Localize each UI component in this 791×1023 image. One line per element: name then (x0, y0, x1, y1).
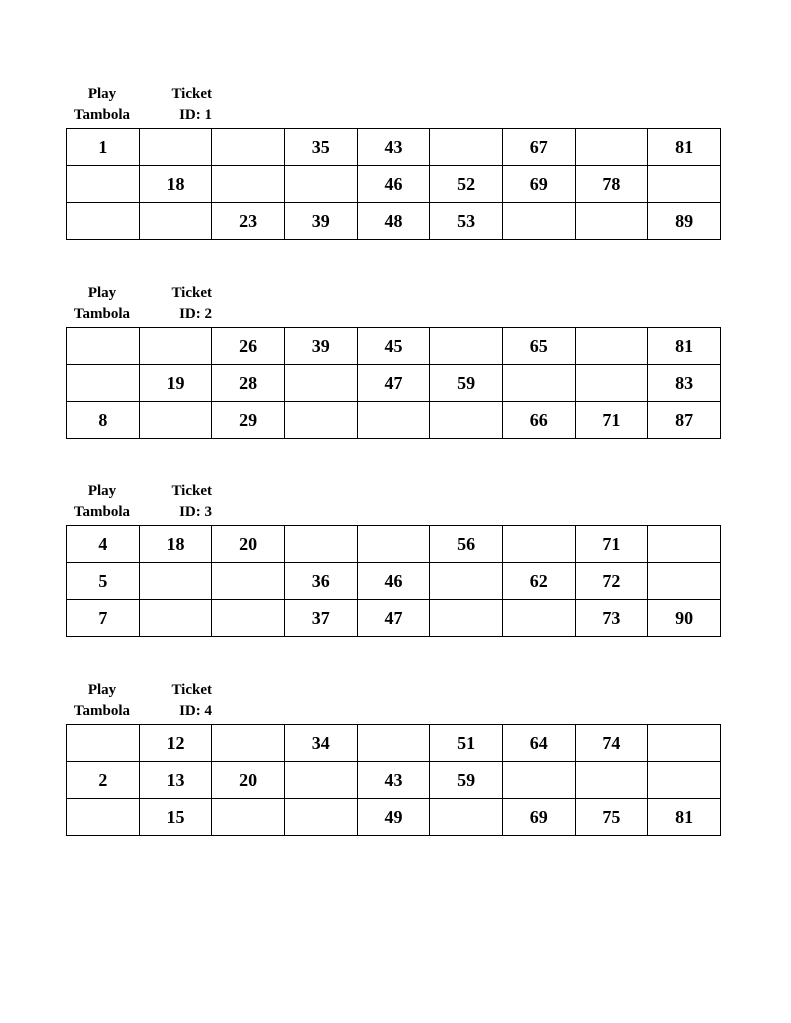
ticket-cell (67, 799, 140, 836)
ticket-cell (139, 600, 212, 637)
ticket-grid (66, 128, 721, 240)
ticket-cell: 81 (648, 799, 721, 836)
ticket-id-label (160, 481, 212, 523)
ticket-grid (66, 724, 721, 836)
ticket-header (66, 481, 721, 525)
ticket-row (67, 799, 721, 836)
ticket-cell (67, 725, 140, 762)
ticket-cell (212, 129, 285, 166)
ticket-cell: 69 (502, 166, 575, 203)
ticket-cell (284, 166, 357, 203)
ticket-cell: 87 (648, 402, 721, 439)
ticket-cell (430, 799, 503, 836)
ticket-cell (430, 402, 503, 439)
ticket-cell: 45 (357, 328, 430, 365)
ticket-cell: 5 (67, 563, 140, 600)
ticket-cell (139, 129, 212, 166)
ticket-header (66, 84, 721, 128)
play-text: Play (87, 483, 117, 499)
ticket-cell (502, 526, 575, 563)
ticket-row (67, 600, 721, 637)
ticket-cell: 26 (212, 328, 285, 365)
ticket-cell (67, 365, 140, 402)
ticket-cell (502, 600, 575, 637)
tambola-text: Tambola (73, 306, 131, 322)
ticket-cell (357, 402, 430, 439)
ticket-cell: 81 (648, 328, 721, 365)
ticket-cell (648, 563, 721, 600)
ticket-cell (648, 762, 721, 799)
play-text: Play (87, 86, 117, 102)
ticket-cell (139, 203, 212, 240)
ticket-text: Ticket (171, 285, 212, 301)
ticket-cell: 51 (430, 725, 503, 762)
ticket-text: Ticket (171, 682, 212, 698)
ticket-cell: 46 (357, 563, 430, 600)
ticket-cell: 52 (430, 166, 503, 203)
ticket-cell: 1 (67, 129, 140, 166)
ticket-2 (66, 283, 721, 439)
play-text: Play (87, 285, 117, 301)
ticket-cell (212, 725, 285, 762)
ticket-cell: 73 (575, 600, 648, 637)
ticket-cell (430, 600, 503, 637)
ticket-cell: 4 (67, 526, 140, 563)
ticket-cell (212, 600, 285, 637)
ticket-cell: 19 (139, 365, 212, 402)
ticket-cell: 59 (430, 365, 503, 402)
ticket-cell: 43 (357, 762, 430, 799)
ticket-cell (284, 402, 357, 439)
ticket-cell (284, 365, 357, 402)
ticket-cell (139, 563, 212, 600)
ticket-id-label (160, 84, 212, 126)
ticket-cell: 12 (139, 725, 212, 762)
ticket-cell (357, 526, 430, 563)
ticket-cell: 47 (357, 365, 430, 402)
ticket-cell: 66 (502, 402, 575, 439)
ticket-cell (284, 526, 357, 563)
ticket-id-label (160, 283, 212, 325)
ticket-row (67, 725, 721, 762)
play-text: Play (87, 682, 117, 698)
ticket-id: ID: 3 (179, 504, 212, 520)
ticket-cell: 62 (502, 563, 575, 600)
ticket-1 (66, 84, 721, 240)
tambola-text: Tambola (73, 504, 131, 520)
ticket-cell: 64 (502, 725, 575, 762)
play-tambola-label (66, 680, 138, 722)
ticket-cell: 56 (430, 526, 503, 563)
ticket-cell (357, 725, 430, 762)
ticket-row (67, 203, 721, 240)
ticket-cell: 46 (357, 166, 430, 203)
ticket-cell: 7 (67, 600, 140, 637)
ticket-row (67, 129, 721, 166)
ticket-id-label (160, 680, 212, 722)
ticket-id: ID: 1 (179, 107, 212, 123)
ticket-cell (139, 402, 212, 439)
ticket-cell (575, 365, 648, 402)
ticket-id: ID: 2 (179, 306, 212, 322)
ticket-cell (139, 328, 212, 365)
ticket-cell: 34 (284, 725, 357, 762)
ticket-cell: 20 (212, 526, 285, 563)
ticket-cell: 29 (212, 402, 285, 439)
ticket-cell (430, 563, 503, 600)
ticket-header (66, 283, 721, 327)
tambola-text: Tambola (73, 107, 131, 123)
ticket-cell: 49 (357, 799, 430, 836)
ticket-cell (67, 166, 140, 203)
ticket-cell: 78 (575, 166, 648, 203)
ticket-cell: 36 (284, 563, 357, 600)
ticket-text: Ticket (171, 483, 212, 499)
ticket-row (67, 526, 721, 563)
ticket-cell: 43 (357, 129, 430, 166)
ticket-cell (430, 129, 503, 166)
ticket-cell (648, 725, 721, 762)
tambola-text: Tambola (73, 703, 131, 719)
ticket-cell: 71 (575, 402, 648, 439)
ticket-row (67, 328, 721, 365)
ticket-cell: 39 (284, 203, 357, 240)
ticket-cell: 53 (430, 203, 503, 240)
ticket-cell: 83 (648, 365, 721, 402)
ticket-cell: 39 (284, 328, 357, 365)
ticket-cell (502, 203, 575, 240)
ticket-grid (66, 327, 721, 439)
ticket-cell: 48 (357, 203, 430, 240)
ticket-cell: 37 (284, 600, 357, 637)
ticket-cell (67, 203, 140, 240)
ticket-row (67, 762, 721, 799)
ticket-cell: 20 (212, 762, 285, 799)
ticket-id: ID: 4 (179, 703, 212, 719)
ticket-cell: 13 (139, 762, 212, 799)
ticket-cell (575, 762, 648, 799)
ticket-text: Ticket (171, 86, 212, 102)
ticket-cell (575, 129, 648, 166)
ticket-4 (66, 680, 721, 836)
ticket-cell (575, 203, 648, 240)
play-tambola-label (66, 283, 138, 325)
ticket-cell (575, 328, 648, 365)
ticket-cell: 8 (67, 402, 140, 439)
ticket-cell: 18 (139, 526, 212, 563)
ticket-cell: 89 (648, 203, 721, 240)
ticket-cell (212, 799, 285, 836)
ticket-cell: 15 (139, 799, 212, 836)
ticket-cell (212, 166, 285, 203)
ticket-row (67, 166, 721, 203)
ticket-cell: 59 (430, 762, 503, 799)
ticket-cell: 74 (575, 725, 648, 762)
ticket-cell (212, 563, 285, 600)
ticket-cell (502, 762, 575, 799)
ticket-cell: 72 (575, 563, 648, 600)
ticket-row (67, 563, 721, 600)
ticket-cell: 75 (575, 799, 648, 836)
ticket-row (67, 365, 721, 402)
ticket-header (66, 680, 721, 724)
play-tambola-label (66, 481, 138, 523)
ticket-row (67, 402, 721, 439)
ticket-cell: 47 (357, 600, 430, 637)
ticket-cell: 90 (648, 600, 721, 637)
ticket-cell (284, 762, 357, 799)
ticket-cell: 69 (502, 799, 575, 836)
ticket-cell: 71 (575, 526, 648, 563)
ticket-cell: 67 (502, 129, 575, 166)
ticket-cell: 35 (284, 129, 357, 166)
play-tambola-label (66, 84, 138, 126)
ticket-cell: 23 (212, 203, 285, 240)
ticket-cell (502, 365, 575, 402)
ticket-cell: 2 (67, 762, 140, 799)
ticket-cell: 18 (139, 166, 212, 203)
ticket-3 (66, 481, 721, 637)
ticket-cell (648, 526, 721, 563)
ticket-grid (66, 525, 721, 637)
ticket-cell (648, 166, 721, 203)
ticket-cell: 65 (502, 328, 575, 365)
ticket-cell (430, 328, 503, 365)
ticket-cell: 81 (648, 129, 721, 166)
ticket-cell (284, 799, 357, 836)
ticket-cell (67, 328, 140, 365)
ticket-cell: 28 (212, 365, 285, 402)
